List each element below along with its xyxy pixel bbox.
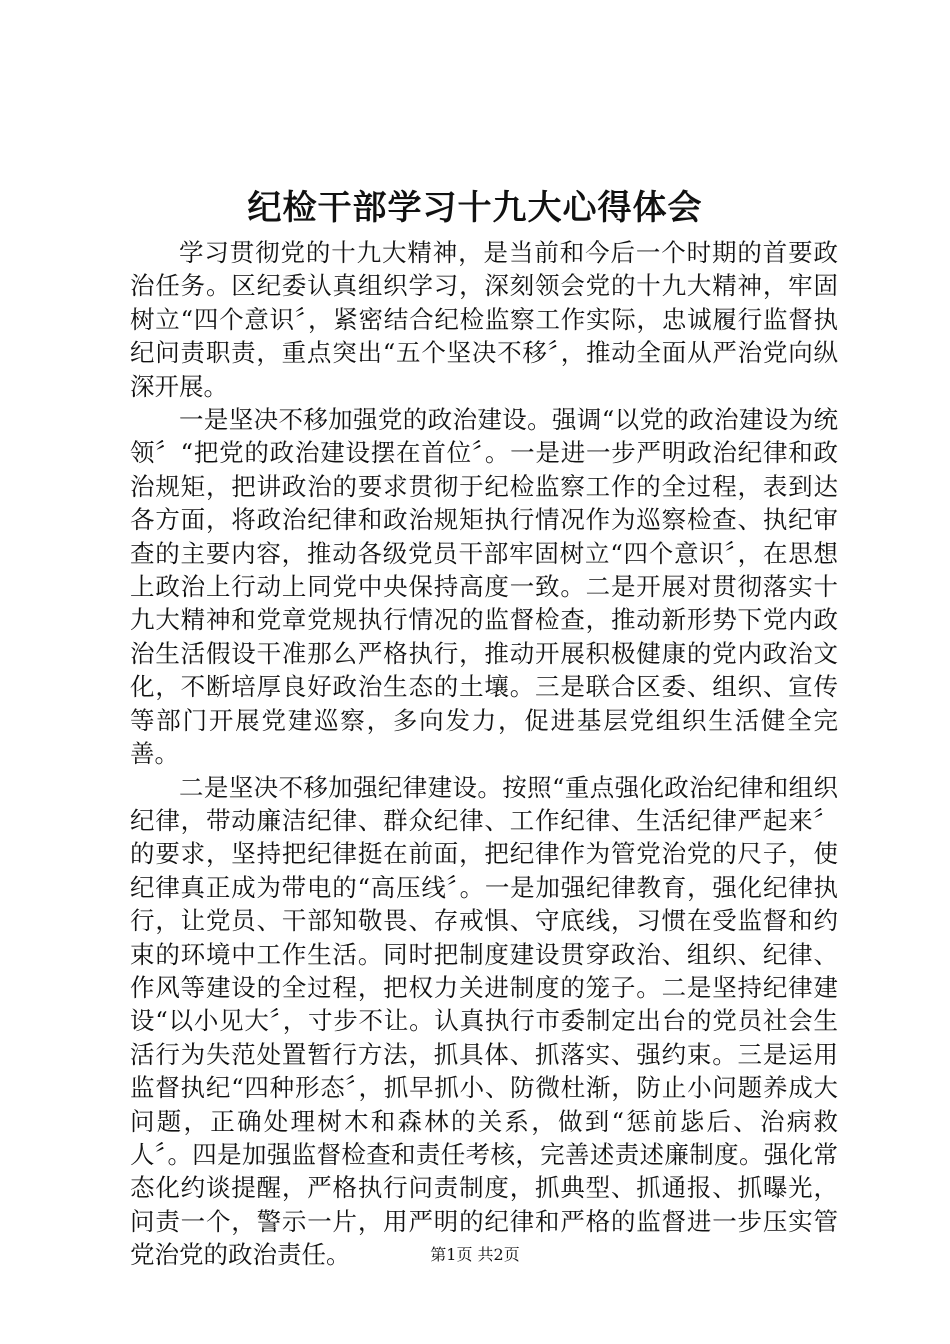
paragraph-discipline-construction: 二是坚决不移加强纪律建设。按照“重点强化政治纪律和组织纪律，带动廉洁纪律、群众纪律、工作纪律、生活纪律严起来〞的要求，坚持把纪律挺在前面，把纪律作为管党治党的尺子，使纪律真正成为带电的“高压线〞。一是加强纪律教育，强化纪律执行，让党员、干部知敬畏、存戒惧、守底线，习惯在受监督和约束的环境中工作生活。同时把制度建设贯穿政治、组织、纪律、作风等建设的全过程，把权力关进制度的笼子。二是坚持纪律建设“以小见大〞，寸步不让。认真执行市委制定出台的党员社会生活行为失范处置暂行方法，抓具体、抓落实、强约束。三是运用监督执纪“四种形态〞，抓早抓小、防微杜渐，防止小问题养成大问题，正确处理树木和森林的关系，做到“惩前毖后、治病救人〞。四是加强监督检查和责任考核，完善述责述廉制度。强化常态化约谈提醒，严格执行问责制度，抓典型、抓通报、抓曝光，问责一个，警示一片，用严明的纪律和严格的监督进一步压实管党治党的政治责任。 xyxy=(130,772,838,1270)
page-footer: 第1页 共2页 xyxy=(430,1245,520,1264)
document-body xyxy=(130,236,838,1272)
paragraph-political-construction: 一是坚决不移加强党的政治建设。强调“以党的政治建设为统领〞“把党的政治建设摆在首位〞。一是进一步严明政治纪律和政治规矩，把讲政治的要求贯彻于纪检监察工作的全过程，表到达各方面，将政治纪律和政治规矩执行情况作为巡察检查、执纪审查的主要内容，推动各级党员干部牢固树立“四个意识〞，在思想上政治上行动上同党中央保持高度一致。二是开展对贯彻落实十九大精神和党章党规执行情况的监督检查，推动新形势下党内政治生活假设干准那么严格执行，推动开展积极健康的党内政治文化，不断培厚良好政治生态的土壤。三是联合区委、组织、宣传等部门开展党建巡察，多向发力，促进基层党组织生活健全完善。 xyxy=(130,405,838,769)
document-title: 纪检干部学习十九大心得体会 xyxy=(247,188,703,228)
paragraph-intro: 学习贯彻党的十九大精神，是当前和今后一个时期的首要政治任务。区纪委认真组织学习，深刻领会党的十九大精神，牢固树立“四个意识〞，紧密结合纪检监察工作实际，忠诚履行监督执纪问责职责，重点突出“五个坚决不移〞，推动全面从严治党向纵深开展。 xyxy=(130,238,838,401)
